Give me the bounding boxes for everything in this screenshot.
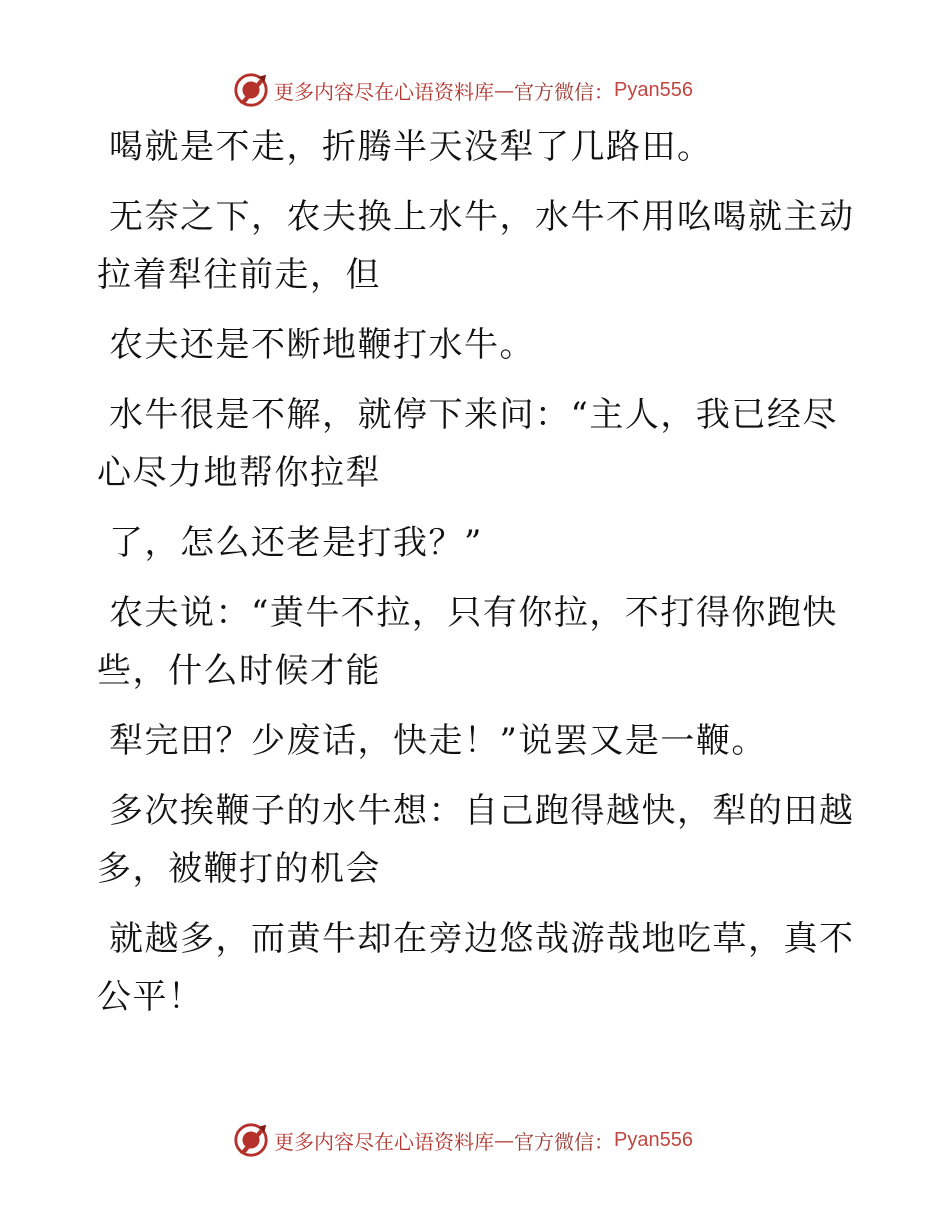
paragraph-line: 农夫说：“黄牛不拉，只有你拉，不打得你跑快 xyxy=(109,593,838,633)
header-watermark xyxy=(232,70,732,110)
paragraph-line: 犁完田？少废话，快走！”说罢又是一鞭。 xyxy=(109,721,767,761)
watermark-separator: — xyxy=(494,1128,514,1152)
quill-logo-icon xyxy=(232,71,270,109)
paragraph-line: 些，什么时候才能 xyxy=(97,651,381,691)
footer-watermark xyxy=(232,1120,732,1160)
watermark-wechat-id: Pyan556 xyxy=(614,78,693,101)
paragraph-line: 拉着犁往前走，但 xyxy=(97,255,381,295)
paragraph-line: 喝就是不走，折腾半天没犁了几路田。 xyxy=(109,127,713,167)
article-body xyxy=(97,118,855,1026)
quill-logo-icon xyxy=(232,1121,270,1159)
paragraph-line: 水牛很是不解，就停下来问：“主人，我已经尽 xyxy=(109,395,838,435)
watermark-wechat-label: 官方微信： xyxy=(514,79,614,104)
paragraph-line: 心尽力地帮你拉犁 xyxy=(97,453,381,493)
paragraph-line: 就越多，而黄牛却在旁边悠哉游哉地吃草，真不 xyxy=(109,919,855,959)
watermark-site-text: 更多内容尽在心语资料库 xyxy=(274,1129,494,1154)
paragraph-line: 无奈之下，农夫换上水牛，水牛不用吆喝就主动 xyxy=(109,197,855,237)
watermark-wechat-id: Pyan556 xyxy=(614,1128,693,1151)
paragraph-line: 公平！ xyxy=(97,977,204,1017)
watermark-site-text: 更多内容尽在心语资料库 xyxy=(274,79,494,104)
watermark-separator: — xyxy=(494,78,514,102)
paragraph-line: 多次挨鞭子的水牛想：自己跑得越快，犁的田越 xyxy=(109,791,855,831)
watermark-wechat-label: 官方微信： xyxy=(514,1129,614,1154)
paragraph-line: 了，怎么还老是打我？” xyxy=(109,523,483,563)
paragraph-line: 农夫还是不断地鞭打水牛。 xyxy=(109,325,535,365)
paragraph-line: 多，被鞭打的机会 xyxy=(97,849,381,889)
